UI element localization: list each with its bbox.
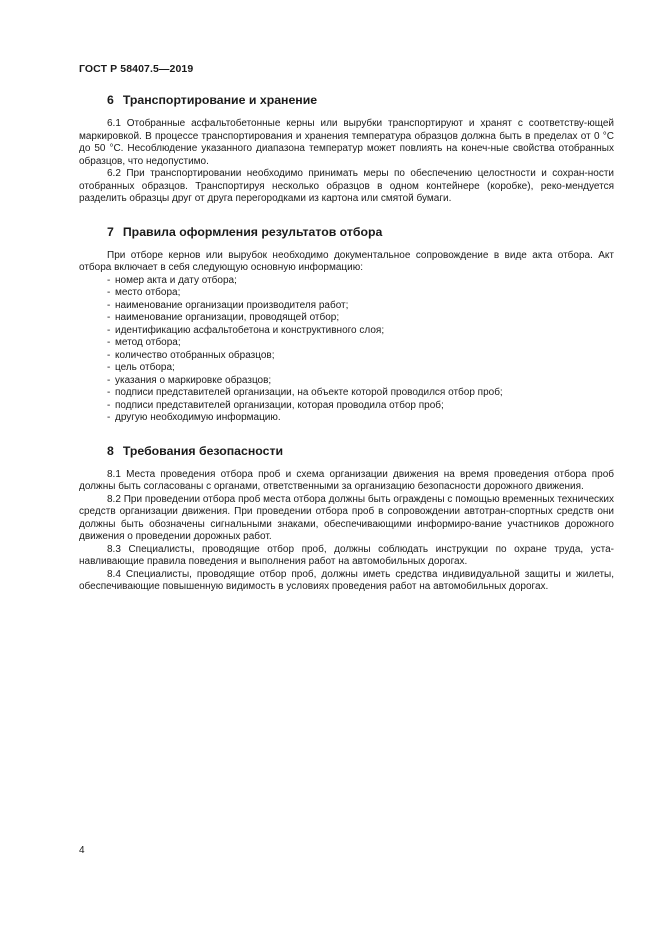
section-8	[79, 443, 614, 594]
section-7-title	[79, 224, 614, 240]
paragraph-8-4: 8.4 Специалисты, проводящие отбор проб, должны иметь средства индивидуальной защиты и жилеты, обеспечивающие повышенную видимость в условиях проведения работ на автомобильных дорогах.	[79, 568, 614, 592]
list-item: - подписи представителей организации, которая проводила отбор проб;	[107, 399, 444, 411]
list-item: - идентификацию асфальтобетона и конструктивного слоя;	[107, 324, 385, 336]
paragraph-8-2: 8.2 При проведении отбора проб места отбора должны быть ограждены с помощью временных технических средств организации движения. При проведении отбора проб в сопровождении автотран-спортных средств они должны быть обозначены сигнальными знаками, обеспечивающими информиро-вание участников дорожного движения о проведении дорожных работ.	[79, 493, 614, 542]
list-item: - место отбора;	[107, 287, 181, 298]
list-item: - подписи представителей организации, на объекте которой проводился отбор проб;	[107, 387, 503, 398]
list-item: - наименование организации производителя работ;	[107, 299, 349, 311]
section-7-number: 7	[107, 224, 114, 239]
page-number: 4	[79, 845, 85, 856]
section-6-title	[79, 92, 614, 108]
section-6-number: 6	[107, 93, 114, 107]
section-6-title-text: Транспортирование и хранение	[122, 93, 318, 107]
list-item: - метод отбора;	[107, 337, 181, 348]
section-6	[79, 92, 614, 206]
section-7-intro: При отборе кернов или вырубок необходимо документальное сопровождение в виде акта отбора. Акт отбора включает в себя следующую основную информацию:	[79, 249, 614, 273]
section-7	[79, 224, 614, 425]
section-8-title	[79, 443, 614, 459]
section-8-number: 8	[107, 443, 114, 458]
document-header: ГОСТ Р 58407.5—2019	[79, 63, 194, 75]
info-list	[79, 275, 614, 425]
paragraph-8-1: 8.1 Места проведения отбора проб и схема организации движения на время проведения отбора проб должны быть согласованы с органами, ответственными за организацию безопасности дорожного движения.	[79, 468, 614, 492]
paragraph-8-3: 8.3 Специалисты, проводящие отбор проб, должны соблюдать инструкции по охране труда, уста-навливающие правила поведения и выполнения работ на автомобильных дорогах.	[79, 543, 614, 567]
paragraph-6-1: 6.1 Отобранные асфальтобетонные керны или вырубки транспортируют и хранят с соответству-ющей маркировкой. В процессе транспортирования и хранения температура образцов должна быть в пределах от 0 °С до 50 °С. Несоблюдение указанного диапазона температур может повлиять на конеч-ные свойства отобранных образцов, что недопустимо.	[79, 118, 614, 167]
list-item: - другую необходимую информацию.	[107, 412, 281, 423]
section-7-title-text: Правила оформления результатов отбора	[122, 224, 383, 239]
section-8-title-text: Требования безопасности	[122, 443, 284, 458]
list-item: - номер акта и дату отбора;	[107, 274, 237, 286]
list-item: - указания о маркировке образцов;	[107, 374, 272, 386]
list-item: - наименование организации, проводящей отбор;	[107, 312, 340, 323]
document-body	[79, 92, 614, 612]
list-item: - количество отобранных образцов;	[107, 349, 275, 361]
paragraph-6-2: 6.2 При транспортировании необходимо принимать меры по обеспечению целостности и сохран-ности отобранных образцов. Транспортируя несколько образцов в одном контейнере (коробке), реко-мендуется разделить образцы друг от друга перегородками из картона или смятой бумаги.	[79, 168, 614, 204]
list-item: - цель отбора;	[107, 362, 175, 373]
